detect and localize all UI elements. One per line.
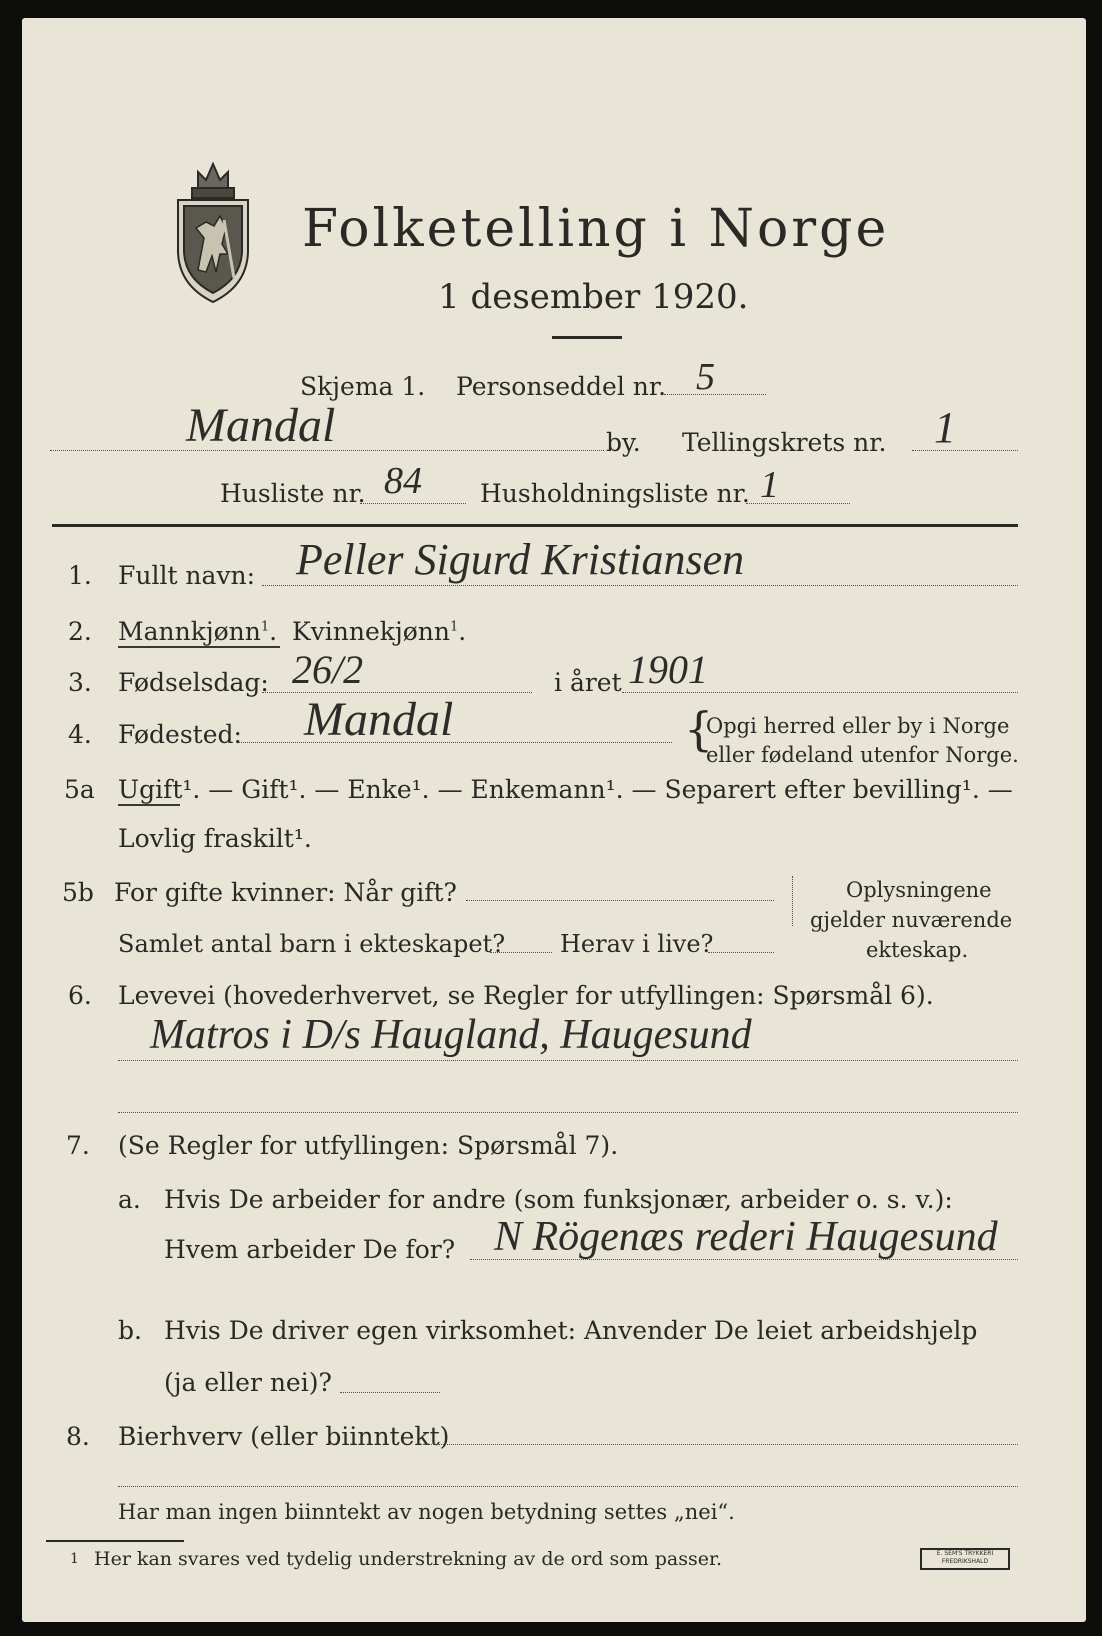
q3-number: 3. bbox=[68, 668, 92, 697]
footnote-text: Her kan svares ved tydelig understrekning av de ord som passer. bbox=[94, 1548, 723, 1570]
q2-number: 2. bbox=[68, 617, 92, 646]
q1-label: Fullt navn: bbox=[118, 561, 256, 590]
husholdning-value: 1 bbox=[760, 464, 779, 506]
q5a-number: 5a bbox=[64, 775, 95, 804]
footnote-mark: 1 bbox=[70, 1551, 79, 1567]
q5b-note-1: Oplysningene bbox=[846, 878, 992, 902]
q7b-line-2: (ja eller nei)? bbox=[164, 1368, 332, 1397]
q8-line-1 bbox=[424, 1444, 1018, 1445]
coat-of-arms-icon bbox=[168, 150, 258, 310]
q8-line-2 bbox=[118, 1486, 1018, 1487]
q5b-line-1 bbox=[466, 900, 774, 901]
q5b-number: 5b bbox=[62, 878, 94, 907]
q5b-note-bracket bbox=[792, 876, 793, 926]
tellingskrets-label: Tellingskrets nr. bbox=[682, 428, 887, 457]
q7b-line-1: Hvis De driver egen virksomhet: Anvender De leiet arbeidshjelp bbox=[164, 1316, 978, 1345]
q3-day-value: 26/2 bbox=[292, 647, 364, 692]
q1-value: Peller Sigurd Kristiansen bbox=[296, 535, 745, 584]
q5b-note-2: gjelder nuværende bbox=[810, 908, 1013, 932]
title-divider bbox=[552, 336, 622, 339]
q1-number: 1. bbox=[68, 561, 92, 590]
q5b-label-1: For gifte kvinner: Når gift? bbox=[114, 878, 457, 907]
q7a-line-2: Hvem arbeider De for? bbox=[164, 1235, 456, 1264]
q3-year-value: 1901 bbox=[628, 647, 708, 692]
tellingskrets-value: 1 bbox=[934, 403, 956, 452]
q5a-underline bbox=[118, 804, 180, 806]
q6-line-2 bbox=[118, 1112, 1018, 1113]
by-label: by. bbox=[606, 428, 641, 457]
husholdning-label: Husholdningsliste nr. bbox=[480, 479, 750, 508]
personseddel-label: Personseddel nr. bbox=[456, 372, 667, 401]
q7b-answer-line bbox=[340, 1392, 440, 1393]
q5b-note-3: ekteskap. bbox=[866, 938, 969, 962]
q4-brace: { bbox=[684, 702, 714, 756]
tellingskrets-line bbox=[912, 450, 1018, 451]
q7a-line-1: Hvis De arbeider for andre (som funksjonær, arbeider o. s. v.): bbox=[164, 1185, 953, 1214]
q5a-options-2: Lovlig fraskilt¹. bbox=[118, 824, 312, 853]
q7-number: 7. bbox=[66, 1131, 90, 1160]
personseddel-value: 5 bbox=[696, 356, 715, 398]
q3-year-label: i året bbox=[554, 668, 622, 697]
q3-year-line bbox=[622, 692, 1018, 693]
q3-label: Fødselsdag: bbox=[118, 668, 269, 697]
husliste-value: 84 bbox=[384, 460, 422, 502]
q4-value: Mandal bbox=[304, 693, 454, 746]
personseddel-line bbox=[664, 394, 766, 395]
header-rule bbox=[52, 524, 1018, 527]
footnote-rule bbox=[46, 1540, 184, 1542]
q2-male-underline bbox=[118, 646, 280, 648]
q2-female: Kvinnekjønn$^1$. bbox=[292, 617, 467, 646]
q4-note-1: Opgi herred eller by i Norge bbox=[706, 714, 1010, 738]
q7b-letter: b. bbox=[118, 1316, 142, 1345]
q4-number: 4. bbox=[68, 720, 92, 749]
q7-label: (Se Regler for utfyllingen: Spørsmål 7). bbox=[118, 1131, 619, 1160]
city-value: Mandal bbox=[186, 399, 336, 452]
q5b-line-2 bbox=[490, 952, 552, 953]
form-title: Folketelling i Norge bbox=[302, 199, 890, 259]
q5b-label-3: Herav i live? bbox=[560, 930, 714, 958]
q1-line bbox=[262, 585, 1018, 586]
q2-male: Mannkjønn$^1$. bbox=[118, 617, 278, 646]
q6-number: 6. bbox=[68, 981, 92, 1010]
q4-note-2: eller fødeland utenfor Norge. bbox=[706, 743, 1019, 767]
husliste-line bbox=[360, 503, 466, 504]
q5a-options: Ugift¹. — Gift¹. — Enke¹. — Enkemann¹. — Separert efter bevilling¹. — bbox=[118, 775, 1013, 804]
husliste-label: Husliste nr. bbox=[220, 479, 366, 508]
q8-label: Bierhverv (eller biinntekt) bbox=[118, 1422, 450, 1451]
q7a-letter: a. bbox=[118, 1185, 141, 1214]
q6-line-1 bbox=[118, 1060, 1018, 1061]
schema-label: Skjema 1. bbox=[300, 372, 426, 401]
form-date: 1 desember 1920. bbox=[438, 277, 749, 317]
q6-label: Levevei (hovederhvervet, se Regler for utfyllingen: Spørsmål 6). bbox=[118, 981, 934, 1010]
q6-value: Matros i D/s Haugland, Haugesund bbox=[150, 1012, 752, 1058]
q7a-value: N Rögenæs rederi Haugesund bbox=[494, 1214, 998, 1260]
q4-label: Fødested: bbox=[118, 720, 242, 749]
q8-note: Har man ingen biinntekt av nogen betydning settes „nei“. bbox=[118, 1500, 735, 1524]
printer-stamp: E. SEM'S TRYKKERI FREDRIKSHALD bbox=[920, 1548, 1010, 1570]
q5b-label-2: Samlet antal barn i ekteskapet? bbox=[118, 930, 506, 958]
q5b-line-3 bbox=[708, 952, 774, 953]
q8-number: 8. bbox=[66, 1422, 90, 1451]
